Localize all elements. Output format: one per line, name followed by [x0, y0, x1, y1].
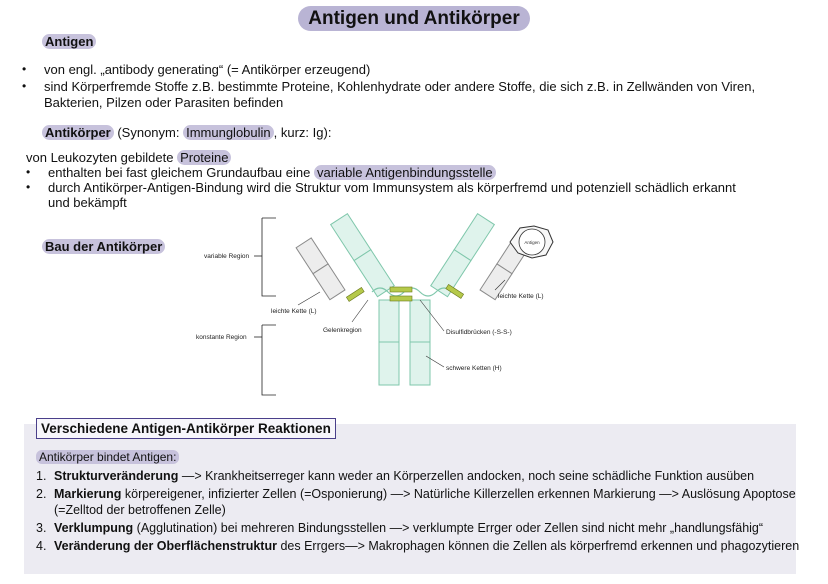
- label-disulfid: Disulfidbrücken (-S-S-): [446, 329, 512, 336]
- reaction-term: Markierung: [54, 487, 122, 501]
- disulfide-bridge-left: [346, 287, 364, 301]
- bullet-dot: •: [26, 165, 31, 179]
- reaction-number: 4.: [36, 539, 47, 553]
- reaction-item: [36, 468, 754, 484]
- leader-leichte-left: [298, 292, 320, 305]
- reaction-number: 1.: [36, 469, 47, 483]
- page-title-wrap: [0, 8, 828, 30]
- antigen-heading-wrap: [42, 34, 96, 50]
- antigen-bullet-2: sind Körperfremde Stoffe z.B. bestimmte Proteine, Kohlenhydrate oder andere Stoffe, die sich z.B. in Zellwänden von Viren,: [44, 79, 756, 94]
- reaction-item: [36, 486, 796, 502]
- reactions-intro-wrap: [36, 450, 179, 464]
- antikoerper-heading: Antikörper: [42, 125, 114, 140]
- reaction-item: [36, 538, 799, 554]
- bullet-dot: •: [26, 180, 31, 194]
- antigen-bullet-2-cont: Bakterien, Pilzen oder Parasiten befinden: [44, 95, 284, 110]
- reaction-text: körpereigener, infizierter Zellen (=Osponierung) —> Natürliche Killerzellen erkennen Markierung —> Auslösung Apoptose: [121, 487, 796, 501]
- label-gelenkregion: Gelenkregion: [323, 327, 362, 334]
- antigen-bullet-1: von engl. „antibody generating“ (= Antikörper erzeugend): [44, 62, 371, 77]
- antigen-label: Antigen: [524, 240, 540, 245]
- bracket-konstante: [262, 325, 276, 395]
- light-arm-left: [296, 238, 345, 300]
- antikoerper-intro: [26, 150, 231, 166]
- reaction-text: —> Krankheitserreger kann weder an Körperzellen andocken, noch seine schädliche Funktion ausüben: [178, 469, 755, 483]
- stem-heavy-right-upper: [410, 300, 430, 342]
- label-leichte-kette-left: leichte Kette (L): [271, 308, 317, 315]
- reaction-number: 3.: [36, 521, 47, 535]
- intro-proteine: Proteine: [177, 150, 231, 165]
- bullet-dot: •: [22, 79, 27, 93]
- label-konstante-region: konstante Region: [196, 334, 247, 341]
- reaction-text: (Agglutination) bei mehreren Bindungsstellen —> verklumpte Errger oder Zellen sind nicht mehr „handlungsfähig“: [133, 521, 764, 535]
- antibody-diagram: [190, 210, 570, 400]
- stem-heavy-right-lower: [410, 342, 430, 385]
- intro-prefix: von Leukozyten gebildete: [26, 150, 178, 165]
- antigen-heading: Antigen: [42, 34, 96, 49]
- reaction-term: Verklumpung: [54, 521, 134, 535]
- label-leichte-kette-right: leichte Kette (L): [498, 293, 544, 300]
- leader-gelenk: [352, 300, 368, 322]
- bullet-dot: •: [22, 62, 27, 76]
- disulfide-bridge-bottom: [390, 296, 412, 301]
- stem-heavy-left-upper: [379, 300, 399, 342]
- synonym-immunglobulin: Immunglobulin: [183, 125, 274, 140]
- bau-heading-wrap: [42, 239, 165, 255]
- antikoerper-bullet-2-cont: und bekämpft: [48, 195, 127, 210]
- reactions-intro: Antikörper bindet Antigen:: [36, 450, 179, 464]
- label-variable-region: variable Region: [204, 253, 250, 260]
- antikoerper-heading-line: [42, 125, 331, 141]
- reaction-item: [36, 520, 763, 536]
- reaction-item-continuation: (=Zelltod der betroffenen Zelle): [54, 503, 226, 517]
- label-schwere-ketten: schwere Ketten (H): [446, 365, 502, 372]
- antikoerper-bullet-2: durch Antikörper-Antigen-Bindung wird die Struktur vom Immunsystem als körperfremd und potenziell schädlich erkannt: [48, 180, 736, 195]
- page-title: Antigen und Antikörper: [298, 6, 529, 31]
- synonym-suffix: , kurz: Ig):: [273, 125, 332, 140]
- reaction-term: Strukturveränderung: [54, 469, 179, 483]
- synonym-prefix: (Synonym:: [113, 125, 184, 140]
- antikoerper-bullet-1: [48, 165, 496, 181]
- stem-heavy-left-lower: [379, 342, 399, 385]
- bullet1-highlight: variable Antigenbindungsstelle: [314, 165, 496, 180]
- reactions-heading: Verschiedene Antigen-Antikörper Reaktionen: [36, 418, 336, 439]
- bau-heading: Bau der Antikörper: [42, 239, 165, 254]
- reaction-text: des Errgers—> Makrophagen können die Zellen als körperfremd erkennen und phagozytieren: [276, 539, 800, 553]
- bullet1-prefix: enthalten bei fast gleichem Grundaufbau eine: [48, 165, 314, 180]
- reaction-number: 2.: [36, 487, 47, 501]
- disulfide-bridge-top: [390, 287, 412, 292]
- reaction-term: Veränderung der Oberflächenstruktur: [54, 539, 277, 553]
- bracket-variable: [262, 218, 276, 296]
